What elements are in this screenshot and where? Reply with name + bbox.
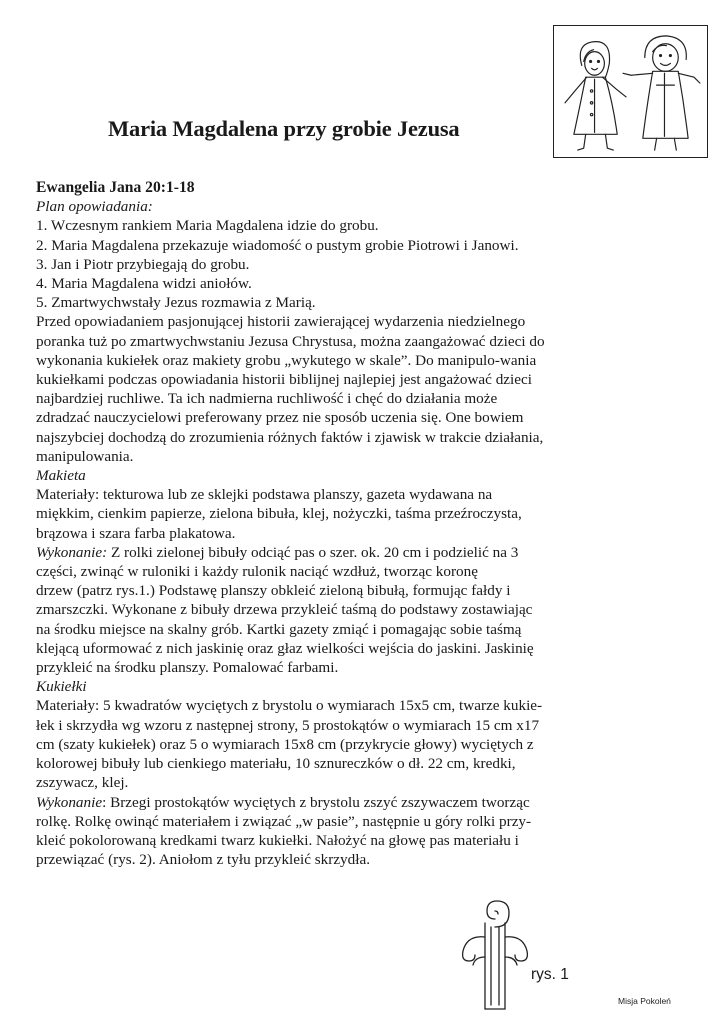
- children-drawing-icon: [554, 26, 707, 157]
- kukielki-wykonanie: [36, 793, 670, 870]
- article-body: [36, 178, 670, 869]
- plan-list: [36, 216, 670, 312]
- kukielki-wykonanie-line: kleić pokolorowaną kredkami twarz kukiełki. Nałożyć na głowę pas materiału i: [36, 831, 519, 849]
- kukielki-materials-line: kolorowej bibuły lub cienkiego materiału, 10 sznureczków o dł. 22 cm, kredki,: [36, 755, 516, 773]
- kukielki-heading: Kukiełki: [36, 678, 87, 696]
- intro-paragraph: [36, 312, 670, 466]
- makieta-wykonanie-line: części, zwinąć w ruloniki i każdy rulonik naciąć wzdłuż, tworząc koronę: [36, 563, 478, 581]
- intro-line: manipulowania.: [36, 447, 134, 465]
- makieta-wykonanie-line: przykleić na środku planszy. Pomalować farbami.: [36, 659, 339, 677]
- kukielki-wykonanie-first-line: [36, 793, 670, 812]
- makieta-wykonanie-line: klejącą uformować z nich jaskinię oraz głaz wielkości wejścia do jaskini. Jaskinię: [36, 639, 534, 657]
- makieta-wykonanie-line: drzew (patrz rys.1.) Podstawę planszy obkleić zieloną bibułą, formując fałdy i: [36, 582, 511, 600]
- plan-heading: Plan opowiadania:: [36, 198, 153, 216]
- wykonanie-label: Wykonanie: [36, 793, 103, 811]
- makieta-materials-line: miękkim, cienkim papierze, zielona bibuła, klej, nożyczki, taśma przeźroczysta,: [36, 505, 522, 523]
- makieta-wykonanie-first-line: [36, 543, 670, 562]
- paper-roll-tree-icon: [455, 897, 535, 1017]
- plan-item: 3. Jan i Piotr przybiegają do grobu.: [36, 255, 250, 273]
- makieta-materials: [36, 485, 670, 543]
- footer-credit: Misja Pokoleń: [618, 996, 671, 1006]
- kukielki-materials-line: Materiały: 5 kwadratów wyciętych z brystolu o wymiarach 15x5 cm, twarze kukie-: [36, 697, 543, 715]
- intro-line: najbardziej ruchliwe. Ta ich nadmierna ruchliwość i chęć do działania może: [36, 390, 498, 408]
- makieta-wykonanie-line: na środku miejsce na skalny grób. Kartki gazety zmiąć i pomagając sobie taśmą: [36, 620, 522, 638]
- plan-item: 2. Maria Magdalena przekazuje wiadomość o pustym grobie Piotrowi i Janowi.: [36, 236, 519, 254]
- figure-caption: rys. 1: [531, 966, 569, 983]
- makieta-materials-line: brązowa i szara farba plakatowa.: [36, 524, 236, 542]
- kukielki-materials-line: łek i skrzydła wg wzoru z następnej strony, 5 prostokątów o wymiarach 15 cm x17: [36, 716, 540, 734]
- wykonanie-text: Z rolki zielonej bibuły odciąć pas o szer. ok. 20 cm i podzielić na 3: [107, 543, 519, 561]
- kukielki-materials-line: zszywacz, klej.: [36, 774, 129, 792]
- plan-item: 5. Zmartwychwstały Jezus rozmawia z Marią.: [36, 294, 316, 312]
- figure-illustration: [455, 897, 535, 1017]
- makieta-heading: Makieta: [36, 467, 86, 485]
- kukielki-materials-line: cm (szaty kukiełek) oraz 5 o wymiarach 15x8 cm (przykrycie głowy) wyciętych z: [36, 735, 534, 753]
- intro-line: zdradzać nauczycielowi preferowany przez nie sposób uczenia się. One bowiem: [36, 409, 524, 427]
- makieta-wykonanie-line: zmarszczki. Wykonane z bibuły drzewa przykleić taśmą do podstawy zostawiając: [36, 601, 533, 619]
- intro-line: najszybciej dochodzą do zrozumienia różnych faktów i zjawisk w trakcie działania,: [36, 428, 544, 446]
- kukielki-wykonanie-line: rolkę. Rolkę owinąć materiałem i związać „w pasie”, następnie u góry rolki przy-: [36, 812, 532, 830]
- intro-line: kukiełkami podczas opowiadania historii biblijnej najlepiej jest angażować dzieci: [36, 371, 532, 389]
- makieta-materials-line: Materiały: tekturowa lub ze sklejki podstawa planszy, gazeta wydawana na: [36, 486, 493, 504]
- plan-item: 1. Wczesnym rankiem Maria Magdalena idzie do grobu.: [36, 217, 379, 235]
- page-title: Maria Magdalena przy grobie Jezusa: [108, 116, 460, 141]
- kukielki-materials: [36, 696, 670, 792]
- intro-line: Przed opowiadaniem pasjonującej historii zawierającej wydarzenia niedzielnego: [36, 313, 526, 331]
- wykonanie-label: Wykonanie:: [36, 543, 108, 561]
- wykonanie-text: : Brzegi prostokątów wyciętych z brystolu zszyć zszywaczem tworząc: [102, 793, 530, 811]
- intro-line: wykonania kukiełek oraz makiety grobu „wykutego w skale”. Do manipulo-wania: [36, 351, 537, 369]
- makieta-wykonanie: [36, 543, 670, 677]
- kukielki-wykonanie-line: przewiązać (rys. 2). Aniołom z tyłu przykleić skrzydła.: [36, 851, 371, 869]
- plan-item: 4. Maria Magdalena widzi aniołów.: [36, 275, 252, 293]
- gospel-reference: Ewangelia Jana 20:1-18: [36, 179, 195, 196]
- header-illustration: [553, 25, 708, 158]
- intro-line: poranka tuż po zmartwychwstaniu Jezusa Chrystusa, można zaangażować dzieci do: [36, 332, 545, 350]
